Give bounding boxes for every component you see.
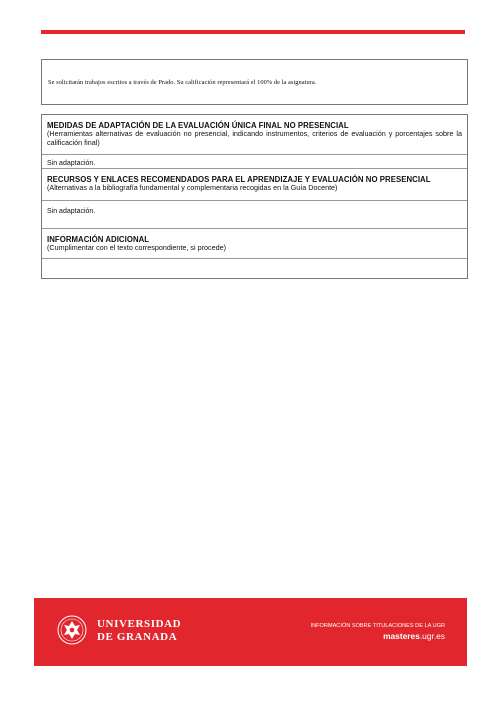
- section-header-resources: [42, 169, 467, 201]
- masters-link[interactable]: [383, 631, 445, 641]
- section-value: Sin adaptación.: [47, 208, 96, 215]
- section-subtitle: (Alternativas a la bibliografía fundamental y complementaria recogidas en la Guía Docente): [47, 183, 338, 192]
- section-subtitle: (Herramientas alternativas de evaluación no presencial, indicando instrumentos, criterios de evaluación y porcentajes sobre la calificación final): [47, 129, 462, 147]
- masters-link-bold: masteres: [383, 631, 420, 641]
- masters-link-domain: .ugr.es: [419, 631, 445, 641]
- evaluation-note-text: Se solicitarán trabajos escritos a través de Prado. Su calificación representará el 100% de la asignatura.: [48, 79, 317, 86]
- info-label: INFORMACIÓN SOBRE TITULACIONES DE LA UGR: [310, 623, 445, 629]
- section-value-resources: [42, 201, 467, 229]
- adaptation-table: [41, 114, 468, 279]
- section-title: MEDIDAS DE ADAPTACIÓN DE LA EVALUACIÓN ÚNICA FINAL NO PRESENCIAL: [47, 121, 349, 130]
- university-crest-icon: [57, 615, 87, 645]
- section-value-evaluation: [42, 155, 467, 169]
- section-header-additional-info: [42, 229, 467, 259]
- section-header-evaluation: [42, 115, 467, 155]
- section-title: RECURSOS Y ENLACES RECOMENDADOS PARA EL APRENDIZAJE Y EVALUACIÓN NO PRESENCIAL: [47, 175, 431, 184]
- section-value-additional-info: [42, 259, 467, 278]
- section-title: INFORMACIÓN ADICIONAL: [47, 235, 150, 244]
- section-value: Sin adaptación.: [47, 160, 96, 167]
- section-subtitle: (Cumplimentar con el texto correspondiente, si procede): [47, 243, 226, 252]
- evaluation-note-box: [41, 59, 468, 105]
- header-rule: [41, 30, 465, 34]
- footer-banner: [34, 598, 467, 666]
- university-name-line1: UNIVERSIDAD: [97, 618, 182, 630]
- university-name-line2: DE GRANADA: [97, 631, 178, 643]
